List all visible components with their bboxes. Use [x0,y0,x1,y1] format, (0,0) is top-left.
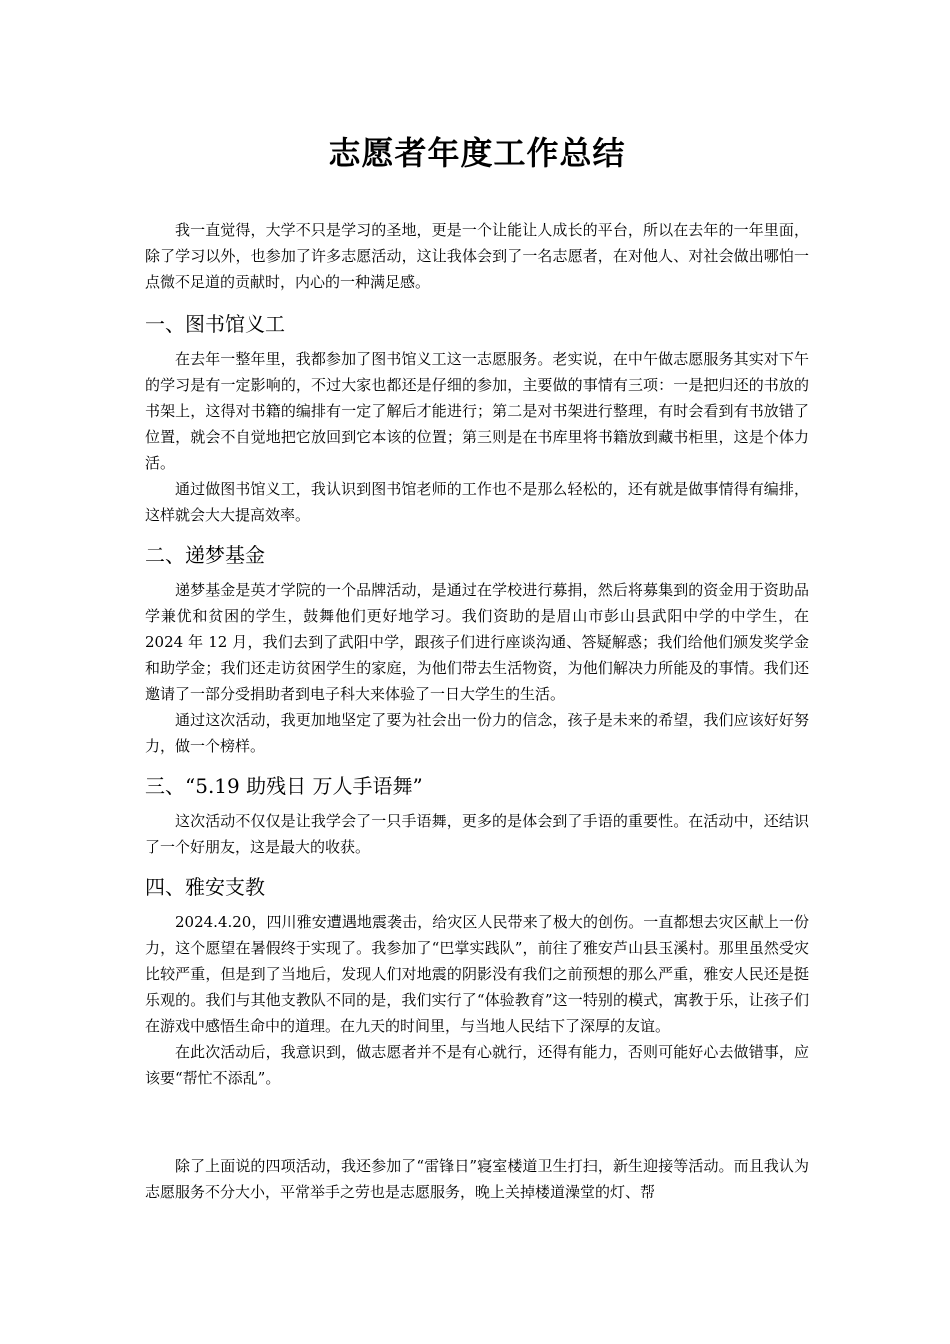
section-library-paragraph-1: 在去年一整年里，我都参加了图书馆义工这一志愿服务。老实说，在中午做志愿服务其实对下午的学习是有一定影响的，不过大家也都还是仔细的参加，主要做的事情有三项：一是把归还的书放的书架上，这得对书籍的编排有一定了解后才能进行；第二是对书架进行整理，有时会看到有书放错了位置，就会不自觉地把它放回到它本该的位置；第三则是在书库里将书籍放到藏书柜里，这是个体力活。 [145,350,809,472]
section-sign-language-paragraph-1: 这次活动不仅仅是让我学会了一只手语舞，更多的是体会到了手语的重要性。在活动中，还结识了一个好朋友，这是最大的收获。 [145,812,809,856]
section-dream-fund-paragraph-1: 递梦基金是英才学院的一个品牌活动，是通过在学校进行募捐，然后将募集到的资金用于资助品学兼优和贫困的学生，鼓舞他们更好地学习。我们资助的是眉山市彭山县武阳中学的中学生，在 2024 年 12 月，我们去到了武阳中学，跟孩子们进行座谈沟通、答疑解惑；我们给他们颁发奖学金和助学金；我们还走访贫困学生的家庭，为他们带去生活物资，为他们解决力所能及的事情。我们还邀请了一部分受捐助者到电子科大来体验了一日大学生的生活。 [145,581,809,703]
closing-paragraph: 除了上面说的四项活动，我还参加了“雷锋日”寝室楼道卫生打扫，新生迎接等活动。而且我认为志愿服务不分大小，平常举手之劳也是志愿服务，晚上关掉楼道澡堂的灯、帮 [145,1157,809,1201]
section-heading-dream-fund: 二、递梦基金 [145,543,265,567]
intro-paragraph: 我一直觉得，大学不只是学习的圣地，更是一个让能让人成长的平台，所以在去年的一年里面，除了学习以外，也参加了许多志愿活动，这让我体会到了一名志愿者，在对他人、对社会做出哪怕一点微不足道的贡献时，内心的一种满足感。 [145,221,809,291]
section-heading-sign-language: 三、“5.19 助残日 万人手语舞” [145,774,423,798]
section-yaan-teaching-paragraph-2: 在此次活动后，我意识到，做志愿者并不是有心就行，还得有能力，否则可能好心去做错事，应该要“帮忙不添乱”。 [145,1043,809,1087]
section-yaan-teaching-paragraph-1: 2024.4.20，四川雅安遭遇地震袭击，给灾区人民带来了极大的创伤。一直都想去灾区献上一份力，这个愿望在暑假终于实现了。我参加了“巴掌实践队”，前往了雅安芦山县玉溪村。那里虽然受灾比较严重，但是到了当地后，发现人们对地震的阴影没有我们之前预想的那么严重，雅安人民还是挺乐观的。我们与其他支教队不同的是，我们实行了“体验教育”这一特别的模式，寓教于乐，让孩子们在游戏中感悟生命中的道理。在九天的时间里，与当地人民结下了深厚的友谊。 [145,913,809,1035]
section-dream-fund-paragraph-2: 通过这次活动，我更加地坚定了要为社会出一份力的信念，孩子是未来的希望，我们应该好好努力，做一个榜样。 [145,711,809,755]
section-library-paragraph-2: 通过做图书馆义工，我认识到图书馆老师的工作也不是那么轻松的，还有就是做事情得有编排，这样就会大大提高效率。 [145,480,809,524]
section-heading-library: 一、图书馆义工 [145,312,285,336]
document-title: 志愿者年度工作总结 [328,134,626,172]
section-heading-yaan-teaching: 四、雅安支教 [145,875,265,899]
document-body [145,0,809,1205]
